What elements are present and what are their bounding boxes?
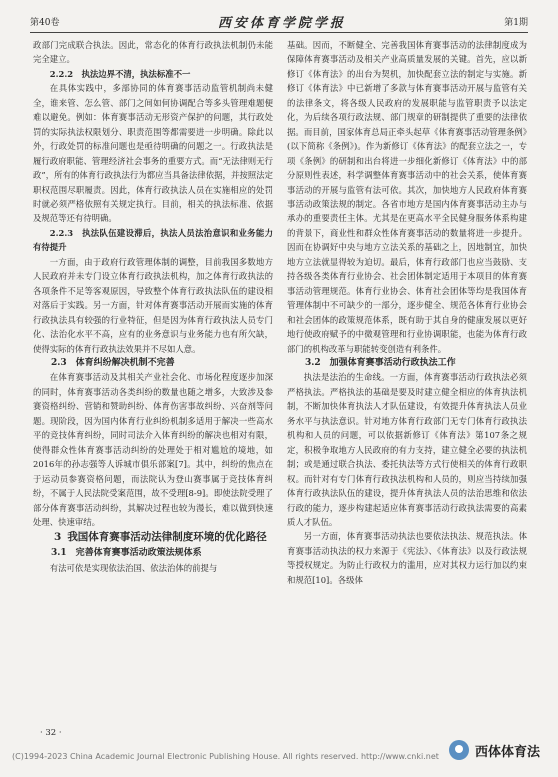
paragraph: 在体育赛事活动及其相关产业社会化、市场化程度逐步加深的同时，体育赛事活动各类纠纷的数量也随之增多，大致涉及参赛资格纠纷、营销和赞助纠纷、体育伤害事故纠纷、兴奋剂等问题。现阶段，因为国内体育行业纠纷机制多适用于解决一些高水平的竞技体育纠纷，同时司法介入体育纠纷的解决也相对有限，使得群众性体育赛事活动纠纷的处理处于相对尴尬的境地，如2016年的孙志强等人诉城市俱乐部案[7]。其中，纠纷的焦点在于运动员参赛资格问题，而法院认为登山赛事属于竞技体育纠纷，不属于人民法院受案范围，故不受理[8-9]。即使法院受理了部分体育赛事活动纠纷，其解决过程也较为漫长，难以做到快速处理、快速审结。: [33, 372, 273, 527]
wechat-logo-icon: [449, 740, 469, 760]
left-column: [33, 38, 273, 575]
volume-label: 第40卷: [30, 17, 60, 28]
watermark-text: 西体体育法: [474, 744, 540, 760]
right-column: [287, 38, 527, 587]
page-number: · 32 ·: [40, 728, 62, 738]
issue-label: 第1期: [504, 17, 528, 28]
copyright-footer: (C)1994-2023 China Academic Journal Electronic Publishing House. All rights reserved. http://www.cnki.net: [12, 752, 439, 761]
section-heading-2-2-3: 2.2.3 执法队伍建设滞后，执法人员法治意识和业务能力有待提升: [33, 227, 273, 253]
section-heading-2-2-2: 2.2.2 执法边界不清，执法标准不一: [49, 68, 191, 79]
paragraph: 一方面，由于政府行政管理体制的调整，目前我国多数地方人民政府并未专门设立体育行政执法机构，加之体育行政执法的各项条件不足等客观原因，导致整个体育行政执法队伍的建设相对落后于实践。另一方面，针对体育赛事活动开展而实施的体育行政执法具有较强的行业特征，但是因为体育行政执法人员专门化、法治化水平不高，应有的业务意识与业务能力也有所欠缺，使得实际的体育行政执法效果并不尽如人意。: [33, 256, 273, 354]
paragraph: 执法是法治的生命线。一方面，体育赛事活动行政执法必须严格执法。严格执法的基础是要及时建立健全相应的体育执法机制，不断加快体育执法人才队伍建设，有效提升体育执法人员业务水平与执法意识。针对地方体育行政部门无专门体育行政执法机构和人员的问题，可以依据新修订《体育法》第107条之规定，积极争取地方人民政府的有力支持，建立健全必要的执法机制；或是通过联合执法、委托执法等方式行使相关的体育行政职权。而针对有专门体育行政执法机构和人员的，则应当持续加强体育行政执法队伍的建设，提升体育执法人员的法治思维和依法行政的能力，逐步构建起适应体育赛事活动行政执法需要的高素质人才队伍。: [287, 372, 527, 527]
section-heading-3: 3 我国体育赛事活动法律制度环境的优化路径: [54, 531, 267, 544]
paragraph: 有法可依是实现依法治国、依法治体的前提与: [49, 562, 218, 573]
page-header: [30, 10, 528, 33]
watermark: [449, 740, 540, 760]
journal-title: 西安体育学院学报: [217, 15, 346, 31]
section-heading-3-1: 3.1 完善体育赛事活动政策法规体系: [51, 548, 202, 559]
paragraph: 在具体实践中，多部协同的体育赛事活动监管机制尚未健全，谁来管、怎么管、部门之间如何协调配合等多头管理难题便难以避免。例如：体育赛事活动无形资产保护的问题，其行政处罚的实际执法权限划分、职责范围等都需要进一步明确。除此以外，行政处罚的标准问题也是亟待明确的问题之一。行政执法是履行政府职能、管理经济社会事务的重要方式。而“无法律则无行政”，所有的体育行政执法行为都应当具备法律依据，并按照法定职权范围尽职履责。因此，体育行政执法人员在实施相应的处罚时就必须严格依照有关规定执行。目前，相关的执法标准、依据及规范等还有待明确。: [33, 83, 273, 224]
paragraph: 基础。因而，不断健全、完善我国体育赛事活动的法律制度成为保障体育赛事活动及相关产业高质量发展的关键。首先，应以新修订《体育法》的出台为契机，加快配套立法的制定与实施。新修订《体育法》中已新增了多款与体育赛事活动开展与监管有关的法律条文，将各级人民政府的发展职能与监管职责予以法定化，为后续各项行政法规、部门规章的研制提供了重要的法律依据。而目前，国家体育总局正牵头起草《体育赛事活动管理条例》(以下简称《条例》)。作为新修订《体育法》的配套立法之一，专项《条例》的研制和出台将进一步细化新修订《体育法》中的部分原则性表述，科学调整体育赛事活动中的社会关系，使体育赛事活动的开展与监管有法可依。其次，加快地方人民政府体育赛事活动政策法规的制定。各省市地方是国内体育赛事活动主办与承办的重要责任主体。尤其是在更高水平全民健身服务体系构建的背景下，商业性和群众性体育赛事活动的数量将进一步提升。因而在协调好中央与地方立法关系的基础之上，因地制宜，加快地方立法就显得较为迫切。最后，体育行政部门也应当鼓励、支持各级各类体育行业协会、社会团体制定适用于本项目的体育赛事活动管理规范。体育行业协会、体育社会团体等均是我国体育管理体制中不可缺少的一部分，逐步健全、规范各体育行业协会和社会团体的政策规范体系，既有助于其自身的健康发展以更好地行使政府赋予的中微观管理和行业协调职能，也能为体育行政部门的机构改革与职能转变创造有利条件。: [287, 40, 527, 354]
section-heading-3-2: 3.2 加强体育赛事活动行政执法工作: [305, 357, 456, 368]
paragraph: 政部门完成联合执法。因此，常态化的体育行政执法机制仍未能完全建立。: [33, 40, 273, 65]
section-heading-2-3: 2.3 体育纠纷解决机制不完善: [51, 357, 175, 368]
paragraph: 另一方面，体育赛事活动执法也要依法执法、规范执法。体育赛事活动执法的权力来源于《宪法》、《体育法》以及行政法规等授权规定。为防止行政权力的滥用，应对其权力运行加以约束和规范[10]。各级体: [287, 531, 527, 585]
